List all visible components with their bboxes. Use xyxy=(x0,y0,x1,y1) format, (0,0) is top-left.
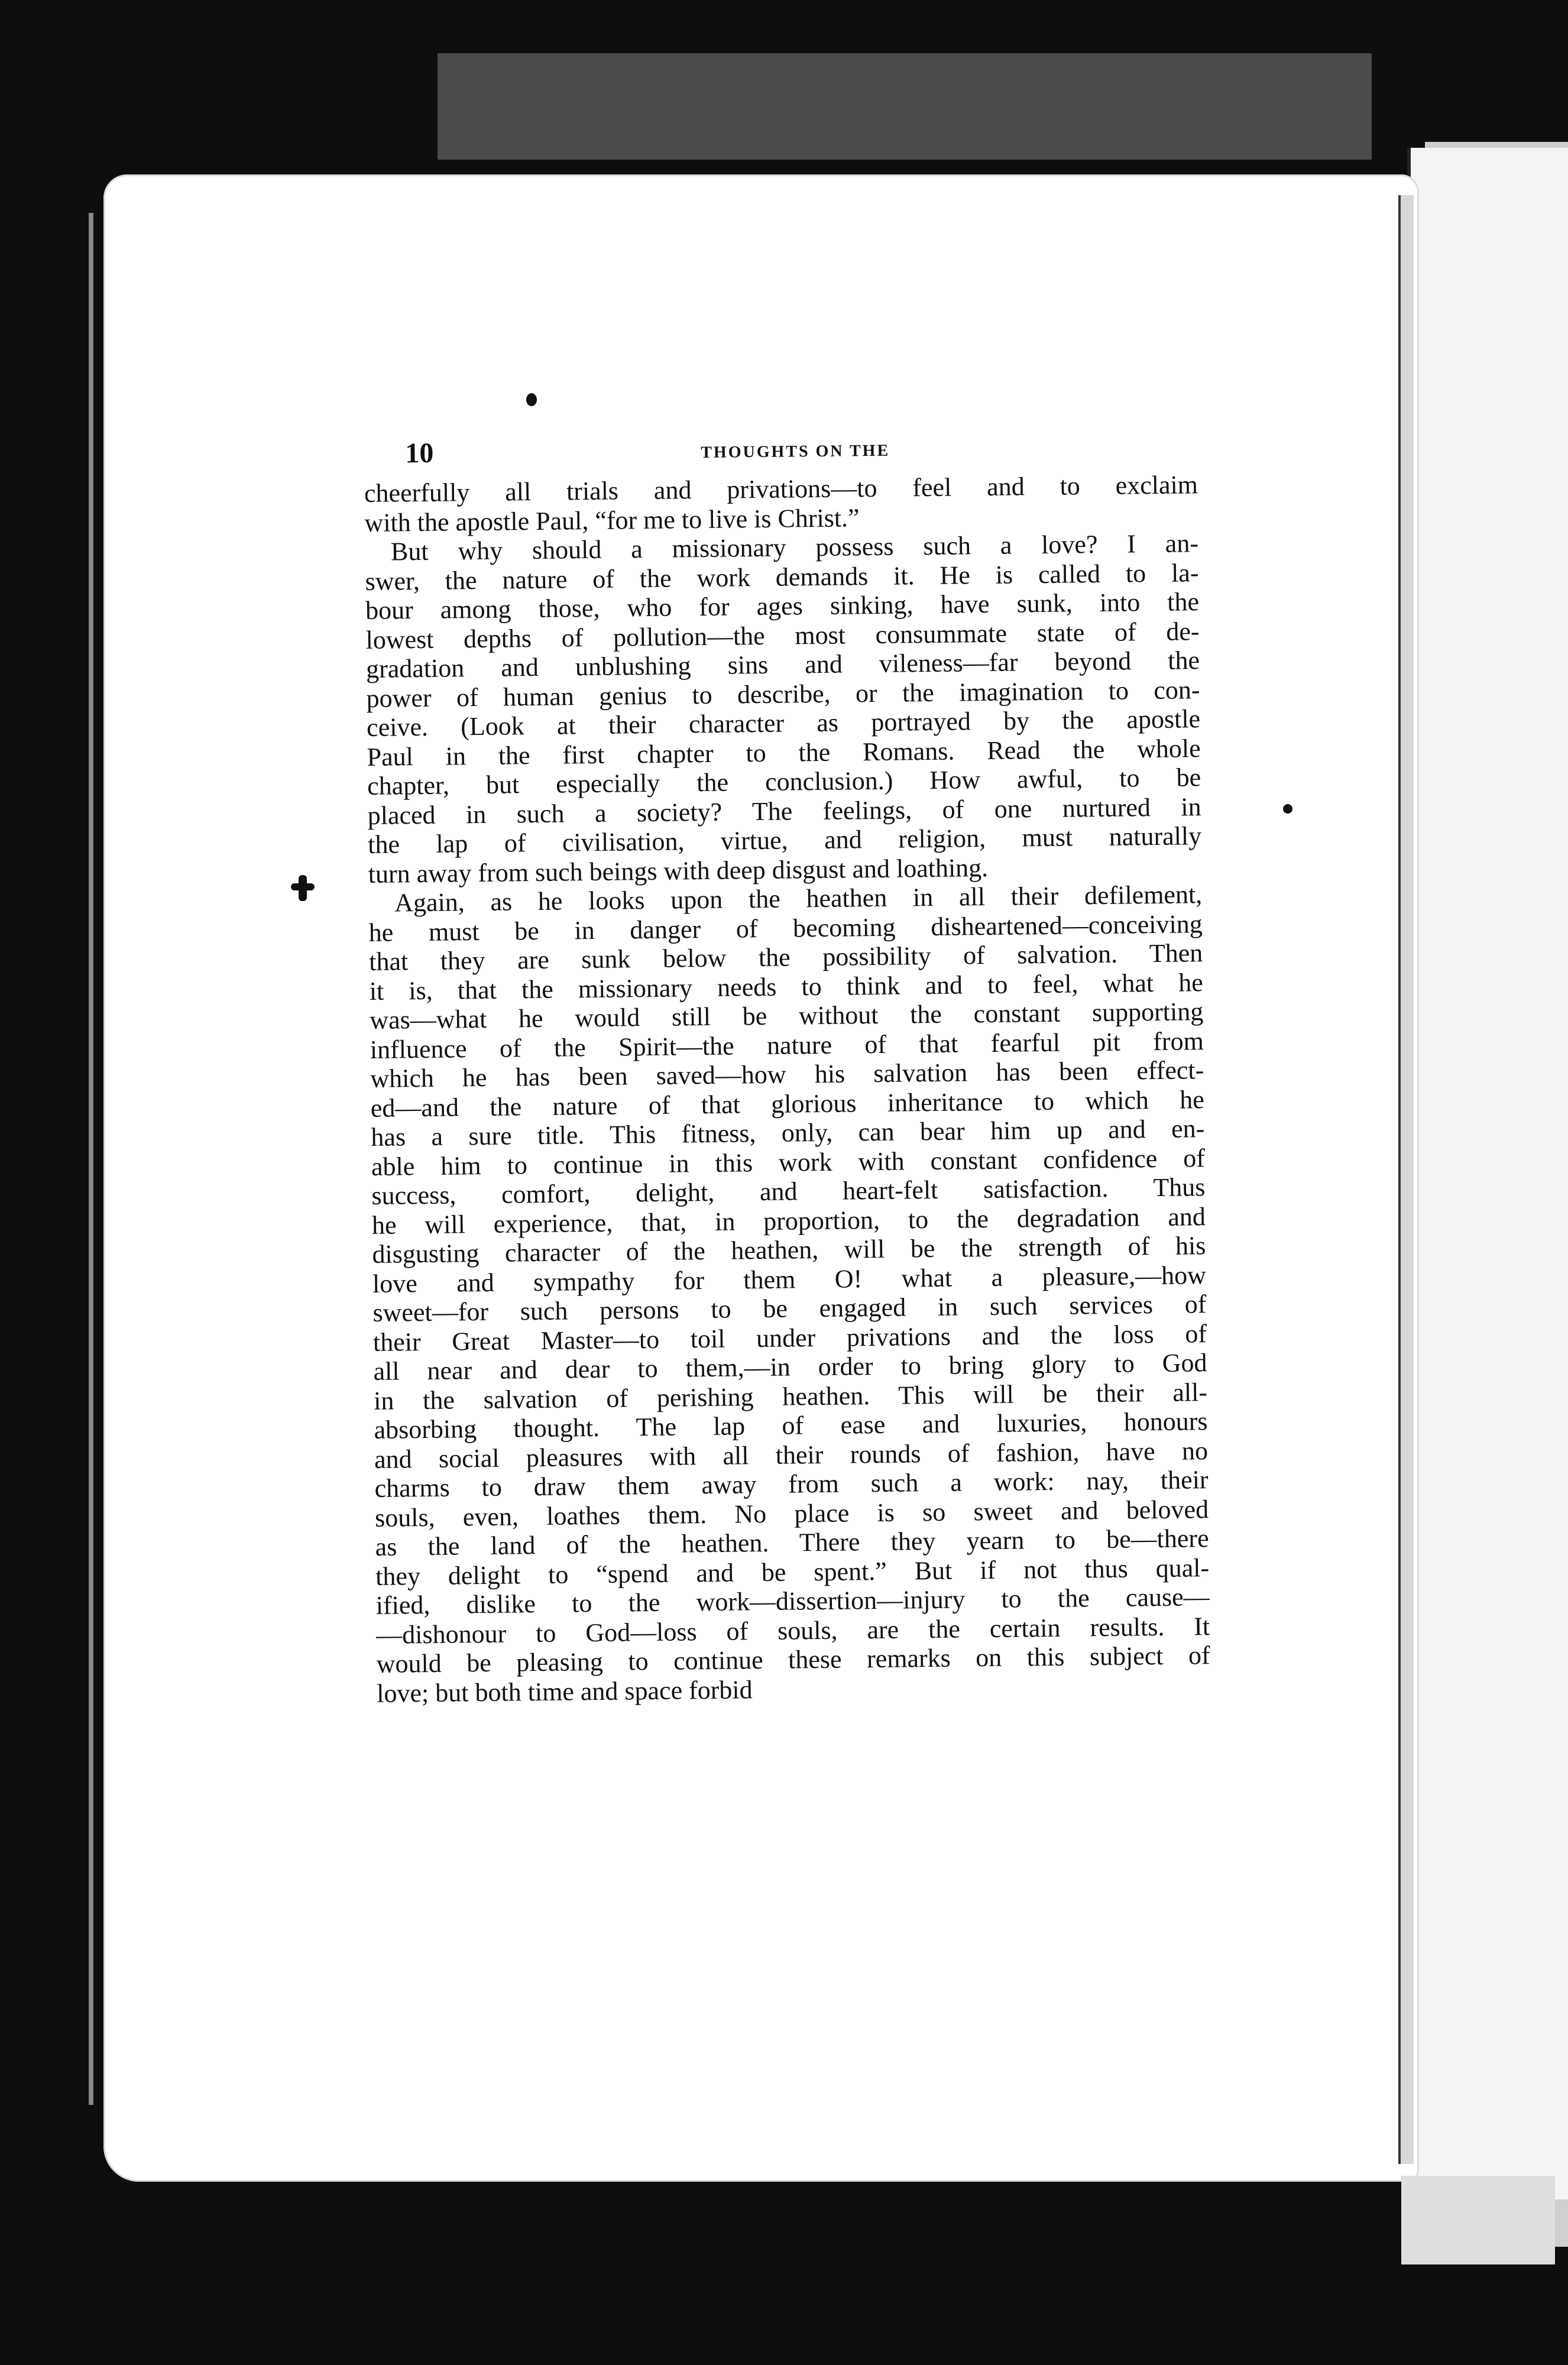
text-line: absorbing thought. The lap of ease and luxuries, honours xyxy=(374,1407,1208,1444)
text-line: bour among those, who for ages sinking, have sunk, into the xyxy=(365,587,1200,625)
text-line: in the salvation of perishing heathen. This will be their all- xyxy=(373,1377,1208,1415)
text-line: ceive. (Look at their character as portrayed by the apostle xyxy=(366,704,1201,742)
page-number: 10 xyxy=(405,437,434,469)
text-line: souls, even, loathes them. No place is so sweet and beloved xyxy=(374,1494,1209,1533)
background-paper-strip-top xyxy=(438,53,1372,160)
text-line: was—what he would still be without the constant supporting xyxy=(370,997,1204,1035)
text-line: charms to draw them away from such a work: nay, their xyxy=(374,1465,1209,1503)
text-line: has a sure title. This fitness, only, can bear him up and en- xyxy=(371,1114,1205,1152)
text-line: he will experience, that, in proportion, to the degradation and xyxy=(371,1201,1206,1240)
text-line: he must be in danger of becoming disheartened—conceiving xyxy=(368,909,1203,947)
text-line: it is, that the missionary needs to think and to feel, what he xyxy=(369,967,1203,1006)
ink-speck xyxy=(1283,804,1292,814)
text-line: the lap of civilisation, virtue, and religion, must naturally xyxy=(367,821,1202,859)
text-line: they delight to “spend and be spent.” But if not thus qual- xyxy=(375,1553,1210,1591)
body-text xyxy=(364,470,1211,1708)
text-line: Paul in the first chapter to the Romans. Read the whole xyxy=(367,733,1201,772)
text-line: love and sympathy for them O! what a pleasure,—how xyxy=(372,1260,1207,1298)
page-text-block xyxy=(364,429,1210,1708)
text-line: sweet—for such persons to be engaged in such services of xyxy=(372,1290,1207,1327)
background-paper-strip-bottom xyxy=(1401,2176,1555,2264)
text-line: love; but both time and space forbid xyxy=(376,1674,753,1708)
text-line: But why should a missionary possess such a love? I an- xyxy=(390,529,1199,566)
text-line: and social pleasures with all their rounds of fashion, have no xyxy=(374,1436,1209,1474)
text-line: chapter, but especially the conclusion.) How awful, to be xyxy=(367,763,1201,801)
text-line: gradation and unblushing sins and vileness—far beyond the xyxy=(365,646,1200,683)
text-line: ed—and the nature of that glorious inheritance to which he xyxy=(370,1084,1205,1123)
text-line: which he has been saved—how his salvation has been effect- xyxy=(370,1055,1204,1093)
text-line: would be pleasing to continue these remarks on this subject of xyxy=(376,1641,1210,1679)
running-title: THOUGHTS ON THE xyxy=(701,441,890,462)
ink-speck xyxy=(291,883,315,890)
running-head xyxy=(364,429,1198,479)
text-line: ified, dislike to the work—dissertion—injury to the cause— xyxy=(375,1582,1210,1620)
text-line: as the land of the heathen. There they yearn to be—there xyxy=(375,1524,1209,1561)
text-line: placed in such a society? The feelings, of one nurtured in xyxy=(367,792,1201,830)
text-line: —dishonour to God—loss of souls, are the certain results. It xyxy=(375,1611,1210,1650)
text-line: influence of the Spirit—the nature of that fearful pit from xyxy=(370,1026,1204,1064)
text-line: Again, as he looks upon the heathen in all their defilement, xyxy=(394,880,1203,918)
ink-speck xyxy=(526,393,537,406)
text-line: lowest depths of pollution—the most consummate state of de- xyxy=(365,616,1200,655)
text-line: swer, the nature of the work demands it. He is called to la- xyxy=(365,558,1199,596)
text-line: all near and dear to them,—in order to bring glory to God xyxy=(373,1348,1207,1386)
text-line: turn away from such beings with deep disgust and loathing. xyxy=(368,853,989,889)
text-line: cheerfully all trials and privations—to feel and to exclaim xyxy=(364,470,1198,508)
text-line: power of human genius to describe, or the imagination to con- xyxy=(366,675,1200,713)
text-line: with the apostle Paul, “for me to live is Christ.” xyxy=(364,503,860,537)
facing-page-edge xyxy=(1407,148,1568,2199)
text-line: able him to continue in this work with constant confidence of xyxy=(371,1143,1206,1181)
text-line: disgusting character of the heathen, will be the strength of his xyxy=(372,1231,1206,1269)
text-line: success, comfort, delight, and heart-felt satisfaction. Thus xyxy=(371,1172,1206,1210)
text-line: that they are sunk below the possibility of salvation. Then xyxy=(369,938,1203,976)
page-gutter xyxy=(1398,195,1414,2164)
text-line: their Great Master—to toil under privations and the loss of xyxy=(372,1318,1207,1357)
